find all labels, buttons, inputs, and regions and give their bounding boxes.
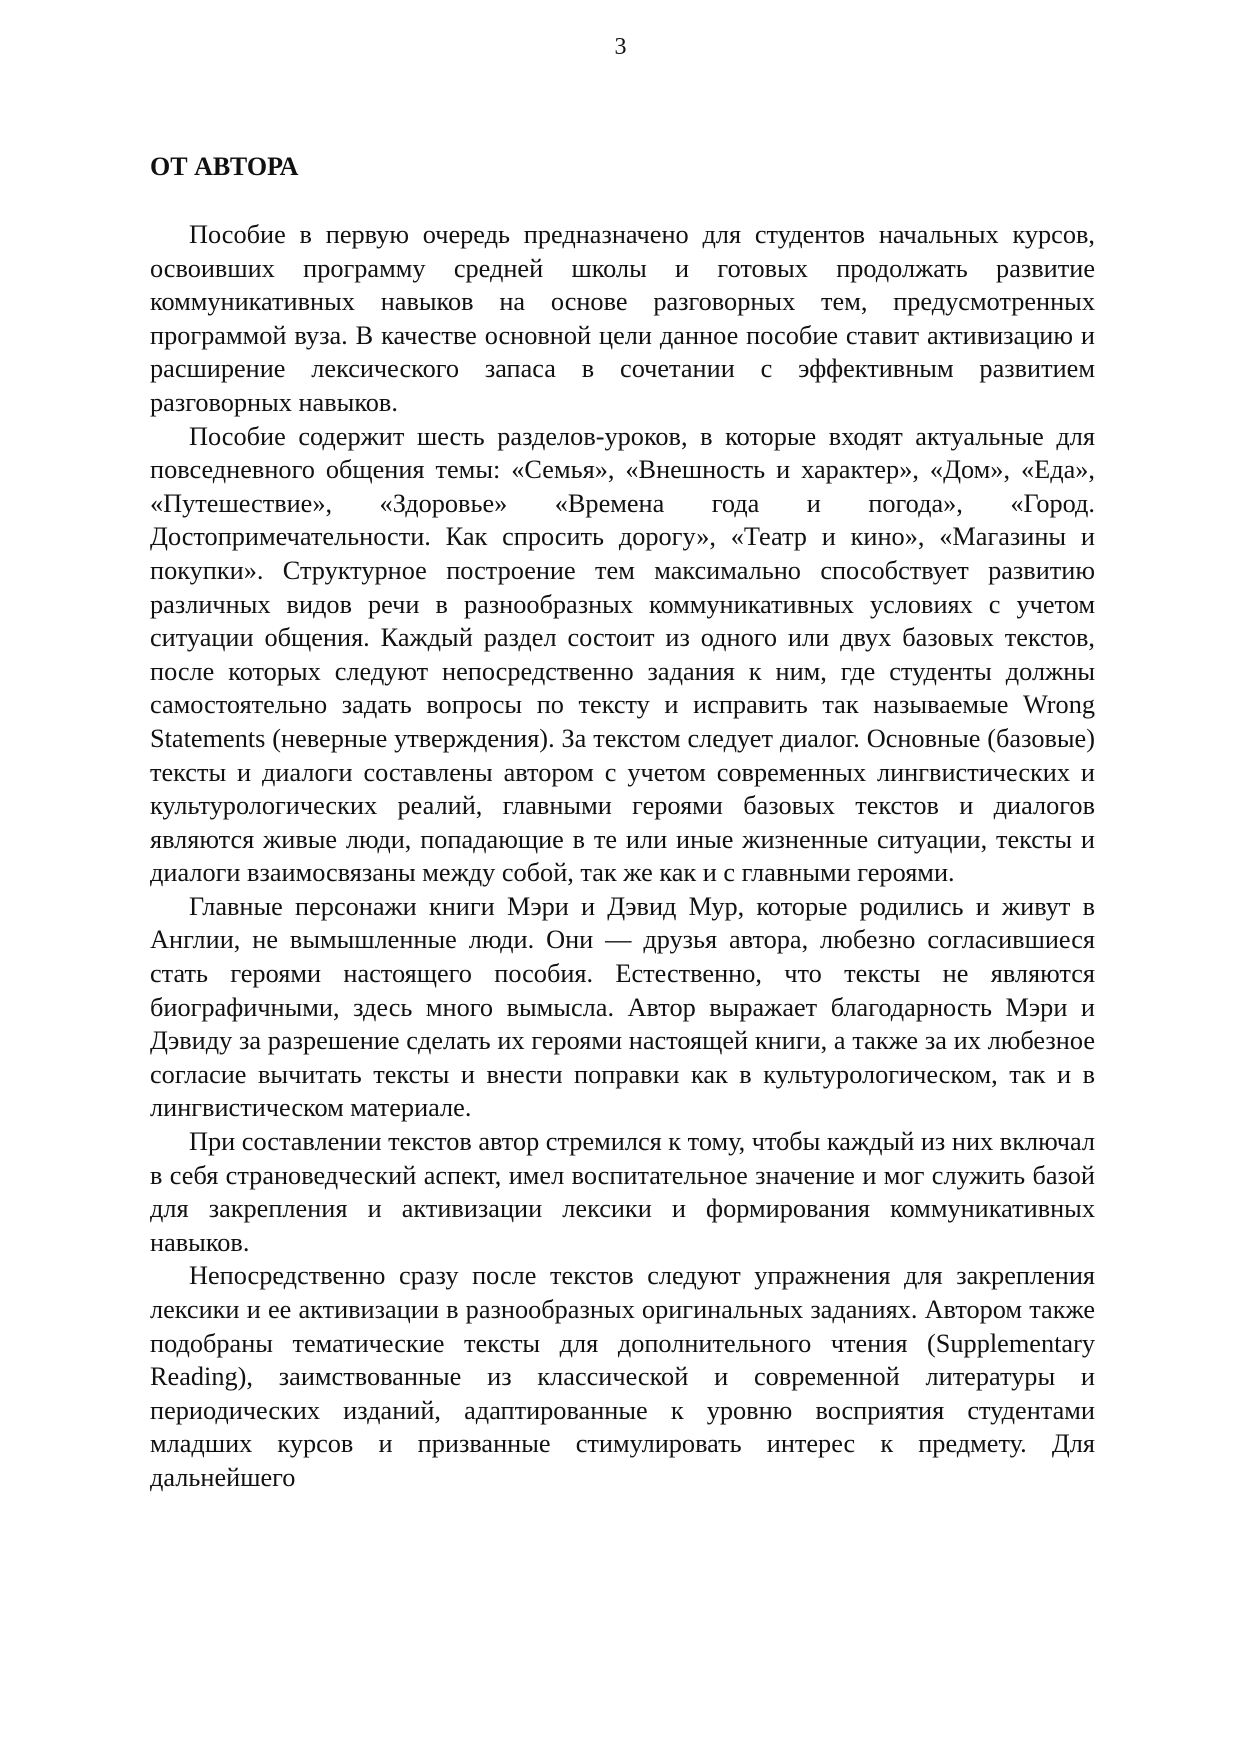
paragraph-4: При составлении текстов автор стремился к тому, чтобы каждый из них включал в себя страноведческий аспект, имел воспитательное значение и мог служить базой для закрепления и активизации лексики и формирования коммуникативных навыков. <box>150 1127 1095 1257</box>
paragraph-5: Непосредственно сразу после текстов следуют упражнения для закрепления лексики и ее активизации в разнообразных оригинальных заданиях. Автором также подобраны тематические тексты для дополнительного чтения (Supplementary Reading), заимствованные из классической и современной литературы и периодических изданий, адаптированные к уровню восприятия студентами младших курсов и призванные стимулировать интерес к предмету. Для дальнейшего <box>150 1261 1095 1492</box>
paragraph-3: Главные персонажи книги Мэри и Дэвид Мур, которые родились и живут в Англии, не вымышленные люди. Они — друзья автора, любезно согласившиеся стать героями настоящего пособия. Естественно, что тексты не являются биографичными, здесь много вымысла. Автор выражает благодарность Мэри и Дэвиду за разрешение сделать их героями настоящей книги, а также за их любезное согласие вычитать тексты и внести поправки как в культурологическом, так и в лингвистическом материале. <box>150 891 1095 1123</box>
paragraph-2: Пособие содержит шесть разделов-уроков, в которые входят актуальные для повседневного общения темы: «Семья», «Внешность и характер», «Дом», «Еда», «Путешествие», «Здоровье» «Времена года и погода», «Город. Достопримечательности. Как спросить дорогу», «Театр и кино», «Магазины и покупки». Структурное построение тем максимально способствует развитию различных видов речи в разнообразных коммуникативных условиях с учетом ситуации общения. Каждый раздел состоит из одного или двух базовых текстов, после которых следуют непосредственно задания к ним, где студенты должны самостоятельно задать вопросы по тексту и исправить так называемые Wrong Statements (неверные утверждения). За текстом следует диалог. Основные (базовые) тексты и диалоги составлены автором с учетом современных лингвистических и культурологических реалий, главными героями базовых текстов и диалогов являются живые люди, попадающие в те или иные жизненные ситуации, тексты и диалоги взаимосвязаны между собой, так же как и с главными героями. <box>150 421 1095 888</box>
page-number: 3 <box>614 34 627 60</box>
body-text <box>150 218 1095 1495</box>
paragraph-1: Пособие в первую очередь предназначено для студентов начальных курсов, освоивших программу средней школы и готовых продолжать развитие коммуникативных навыков на основе разговорных тем, предусмотренных программой вуза. В качестве основной цели данное пособие ставит активизацию и расширение лексического запаса в сочетании с эффективным развитием разговорных навыков. <box>150 220 1095 417</box>
section-heading: ОТ АВТОРА <box>150 152 299 181</box>
